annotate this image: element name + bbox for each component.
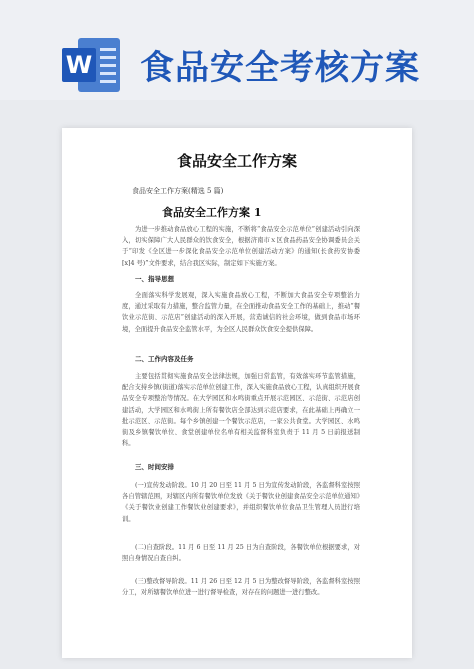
heading-schedule: 三、时间安排 bbox=[135, 463, 174, 471]
schedule-step-1: (一)宣传发动阶段。10 月 20 日至 11 月 5 日为宣传发动阶段，各监督科室按照各自管辖范围，对辖区内所有餐饮单位发放《关于餐饮业创建食品安全示范单位通知》《关于餐饮业创建工作餐饮业创建要求》，并组织餐饮单位食品卫生管理人员进行培训。 bbox=[122, 482, 360, 523]
banner-title: 食品安全考核方案 bbox=[140, 48, 420, 88]
schedule-step-2: (二)自查阶段。11 月 6 日至 11 月 25 日为自查阶段，各餐饮单位根据要求，对照自身情况自查自纠。 bbox=[122, 544, 360, 563]
schedule-step-3: (三)整改督导阶段。11 月 26 日至 12 月 5 日为整改督导阶段，各监督科室按照分工，对所辖餐饮单位进一进行督导检查，对存在的问题进一进行整改。 bbox=[122, 578, 360, 597]
heading-guiding-ideology: 一、指导思想 bbox=[135, 275, 174, 283]
intro-paragraph: 为进一步推动食品放心工程的实施，不断将“食品安全示范单位”创建活动引向深入，切实保障广大人民群众的饮食安全，根据济南市ｘ区食品药品安全协调委员会关于“印发《全区进一步深化食品安全示范单位创建活动方案》的通知(长食药安协委[x]4 号)”文件要求，结合我区实际，制定如下实施方案。 bbox=[122, 226, 360, 267]
work-content-paragraph: 主要包括贯彻实施食品安全法律法规，加强日常监管，有效落实环节监管措施，配合支持乡镇(街道)落实示范单位创建工作，深入实施食品放心工程，认真组织开展食品安全专项整治等情况。在大学园区和水鸣街重点开展示范园区、示范街、示范店创建活动，大学园区和水鸣街上所有餐饮店全部达到示范店要求，在此基础上再确立一批示范区、示范街。每个乡镇创建一个餐饮示范店，一家公共食堂。大学园区、水鸣街及乡镇餐饮单位、食堂创建单位名单有相关监督科室负责于 11 月 5 日前报送制科。 bbox=[122, 373, 360, 448]
section-title: 食品安全工作方案 1 bbox=[162, 206, 262, 219]
word-icon-letter: W bbox=[62, 48, 96, 82]
document-subtitle: 食品安全工作方案(精选 5 篇) bbox=[132, 187, 224, 195]
word-file-icon bbox=[62, 38, 120, 92]
heading-work-content: 二、工作内容及任务 bbox=[135, 355, 194, 363]
document-title: 食品安全工作方案 bbox=[176, 152, 297, 170]
banner bbox=[0, 0, 474, 100]
guiding-ideology-paragraph: 全面落实科学发展观，深入实施食品放心工程，不断加大食品安全专项整治力度，通过采取有力措施，整合监管力量，在全面推动食品安全工作的基础上，推动“餐饮业示范街、示范店”创建活动的深入开展，营造诚信的社会环境，做到食品市场环境，全面提升食品安全监管水平，为全区人民群众饮食安全提供保障。 bbox=[122, 292, 360, 333]
document-page bbox=[62, 128, 412, 658]
